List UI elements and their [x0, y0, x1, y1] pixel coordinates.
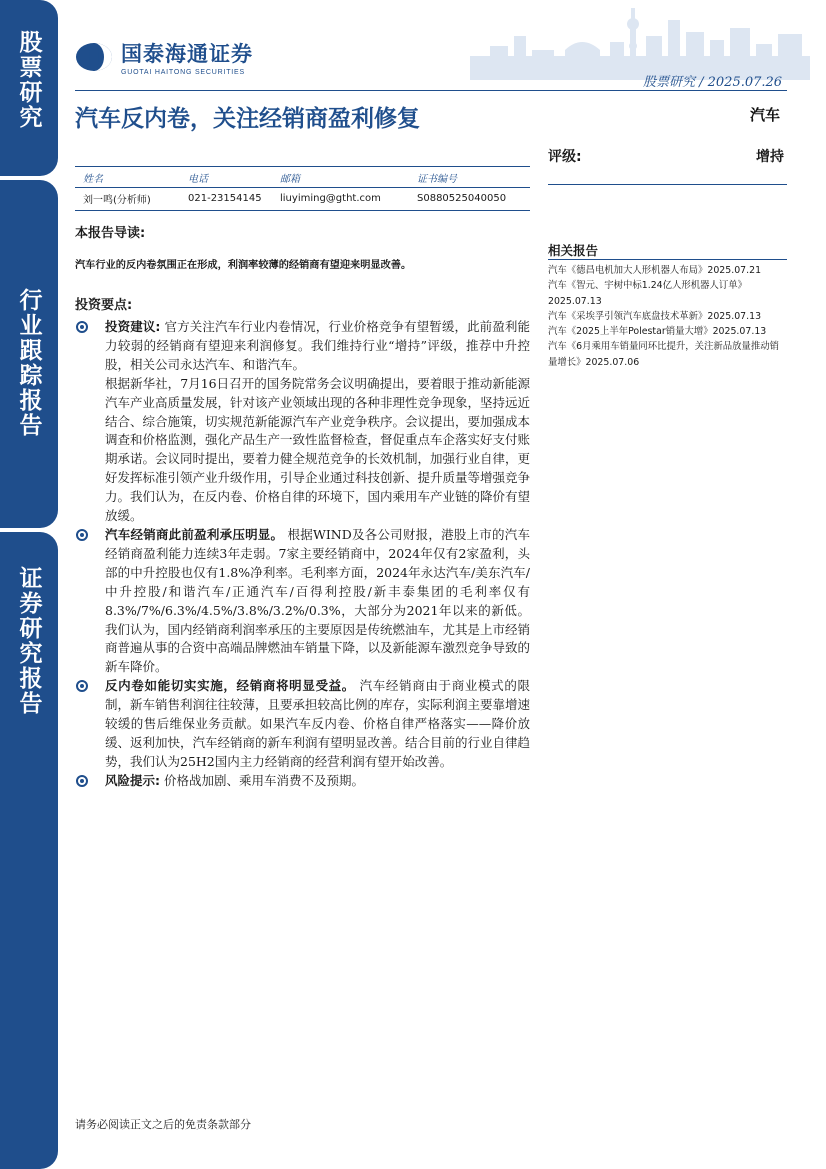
- bullet-icon: [76, 529, 88, 541]
- column-header: 电话: [188, 173, 208, 185]
- analyst-email[interactable]: liuyiming@gtht.com: [280, 192, 381, 204]
- company-name-cn: 国泰海通证券: [121, 42, 253, 66]
- company-logo: [75, 38, 253, 76]
- table-rule: [75, 210, 530, 211]
- header-divider: [75, 90, 787, 91]
- bullet-text: 官方关注汽车行业内卷情况，行业价格竞争有望暂缓，此前盈利能力较弱的经销商有望迎来利润修复。我们维持行业“增持”评级，推荐中升控股，相关公司永达汽车、和谐汽车。: [105, 319, 531, 372]
- analyst-phone: 021-23154145: [188, 192, 262, 204]
- bullet-icon: [76, 775, 88, 787]
- footer-disclaimer: 请务必阅读正文之后的免责条款部分: [75, 1118, 251, 1131]
- list-item: [75, 677, 530, 772]
- list-item: [75, 375, 530, 526]
- report-type-date: 股票研究 / 2025.07.26: [643, 75, 783, 90]
- related-reports-divider: [548, 259, 787, 260]
- report-title: 汽车反内卷，关注经销商盈利修复: [75, 106, 420, 132]
- related-report-link[interactable]: 汽车《采埃孚引领汽车底盘技术革新》2025.07.13: [548, 310, 762, 322]
- column-header: 证书编号: [417, 173, 457, 185]
- related-report-link[interactable]: 汽车《6月乘用车销量同环比提升，关注新品放量推动销量增长》2025.07.06: [548, 341, 779, 368]
- side-label-stock-research: 股票研究: [0, 0, 58, 176]
- table-row: [75, 188, 530, 208]
- skyline-watermark: [470, 6, 810, 80]
- table-header-row: [75, 167, 530, 187]
- column-header: 邮箱: [280, 173, 300, 185]
- related-reports-list: [548, 263, 787, 370]
- bullet-lead: 投资建议:: [105, 319, 161, 334]
- bullet-text: 根据新华社，7月16日召开的国务院常务会议明确提出，要着眼于推动新能源汽车产业高质量发展，针对该产业领域出现的各种非理性竞争现象，坚持远近结合、综合施策，切实规范新能源汽车产业竞争秩序。会议提出，要加强成本调查和价格监测，强化产品生产一致性监督检查，督促重点车企落实好支付账期承诺。会议同时提出，要着力健全规范竞争的长效机制，加强行业自律，更好发挥标准引领产业升级作用，引导企业通过科技创新、提升质量等增强竞争力。我们认为，在反内卷、价格自律的环境下，国内乘用车产业链的降价有望放缓。: [105, 375, 531, 524]
- related-reports-heading: 相关报告: [548, 243, 599, 258]
- bullet-text: 价格战加剧、乘用车消费不及预期。: [163, 772, 364, 788]
- guide-heading: 本报告导读:: [75, 226, 146, 241]
- related-report-link[interactable]: 汽车《德昌电机加大人形机器人布局》2025.07.21: [548, 265, 762, 276]
- related-report-link[interactable]: 汽车《2025上半年Polestar销量大增》2025.07.13: [548, 326, 767, 338]
- column-header: 姓名: [83, 173, 103, 185]
- key-points-heading: 投资要点:: [75, 298, 133, 313]
- bullet-lead: 风险提示:: [105, 772, 160, 788]
- bullet-text: 汽车经销商由于商业模式的限制，新车销售利润往往较薄，且要承担较高比例的库存，实际利润主要靠增速较缓的售后维保业务贡献。如果汽车反内卷、价格自律严格落实——降价放缓、返利加快，汽车经销商的新车利润有望明显改善。结合目前的行业自律趋势，我们认为25H2国内主力经销商的经营利润有望开始改善。: [105, 678, 531, 769]
- analyst-certificate: S0880525040050: [417, 192, 507, 204]
- analyst-table: [75, 166, 530, 211]
- related-report-link[interactable]: 汽车《智元、宇树中标1.24亿人形机器人订单》2025.07.13: [548, 280, 748, 307]
- bullet-icon: [76, 680, 88, 692]
- bullet-lead: 汽车经销商此前盈利承压明显。: [105, 526, 284, 542]
- rating-label: 评级:: [548, 149, 582, 165]
- logo-icon: [75, 42, 113, 72]
- guide-text: 汽车行业的反内卷氛围正在形成，利润率较薄的经销商有望迎来明显改善。: [75, 260, 412, 271]
- rating-value: 增持: [756, 149, 784, 165]
- side-label-securities-research: 证券研究报告: [0, 532, 58, 1169]
- list-item: [75, 526, 530, 677]
- industry-label: 汽车: [750, 106, 781, 124]
- list-item: [75, 772, 530, 791]
- side-band: [0, 0, 58, 1169]
- key-points-list: [75, 318, 530, 791]
- side-label-industry-tracking: 行业跟踪报告: [0, 180, 58, 528]
- bullet-lead: 反内卷如能切实实施，经销商将明显受益。: [105, 678, 355, 694]
- company-name-en: GUOTAI HAITONG SECURITIES: [121, 69, 245, 76]
- list-item: [75, 318, 530, 375]
- bullet-icon: [76, 321, 88, 333]
- rating-box: [548, 145, 787, 185]
- analyst-name: 刘一鸣(分析师): [83, 194, 151, 206]
- bullet-text: 根据WIND及各公司财报，港股上市的汽车经销商盈利能力连续3年走弱。7家主要经销商中，2024年仅有2家盈利，头部的中升控股也仅有1.8%净利率。毛利率方面，2024年永达汽车/美东汽车/中升控股/和谐汽车/正通汽车/百得利控股/新丰泰集团的毛利率仅有8.3%/7%/6.3%/4.5%/3.8%/3.2%/0.3%，大部分为2021年以来的新低。我们认为，国内经销商利润率承压的主要原因是传统燃油车，尤其是上市经销商普遍从事的合资中高端品牌燃油车销量下降，以及新能源车激烈竞争导致的新车降价。: [105, 526, 531, 675]
